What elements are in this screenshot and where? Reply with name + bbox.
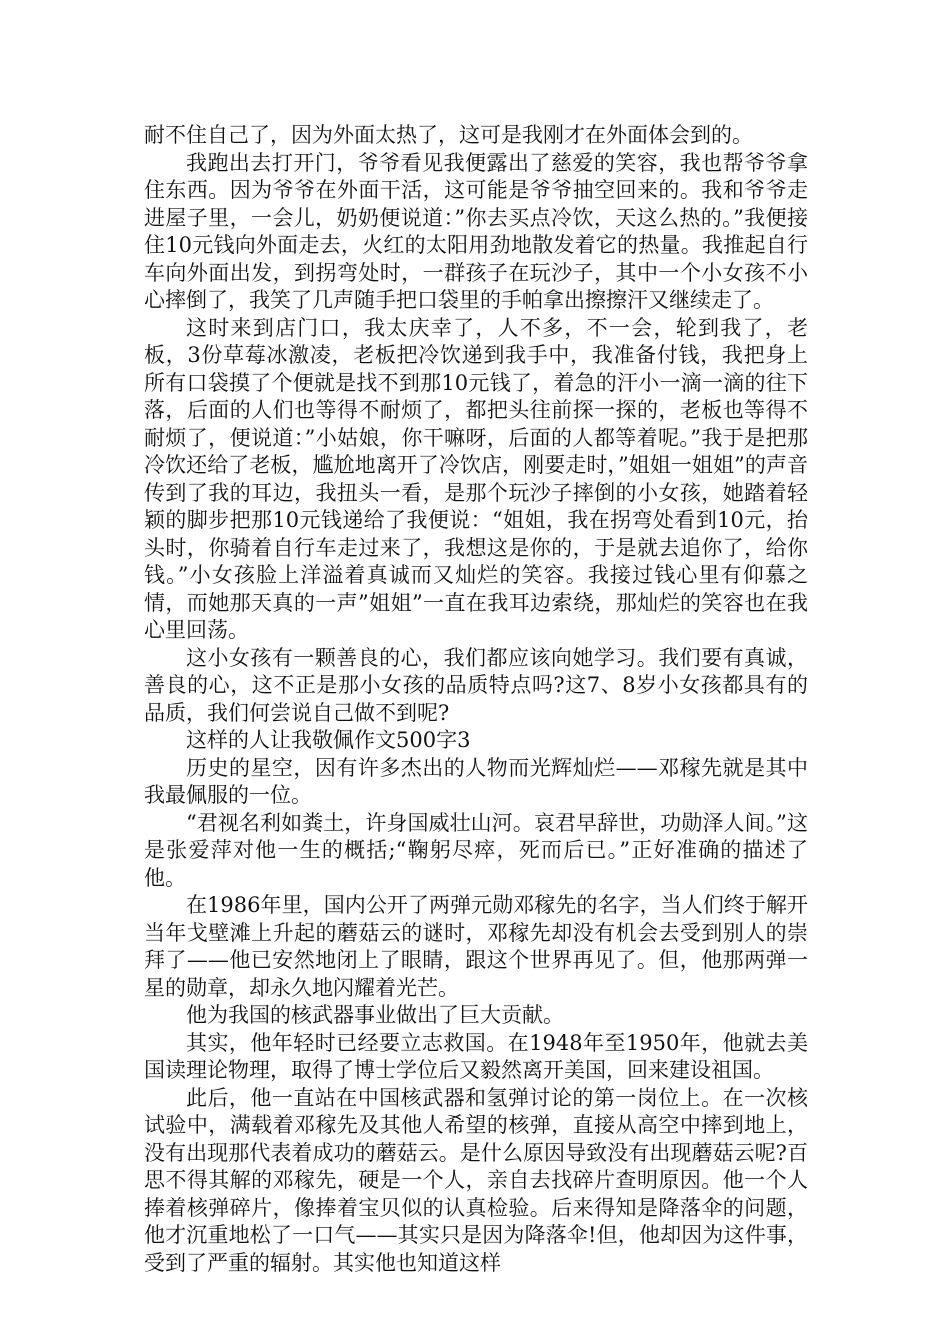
- paragraph: 在1986年里，国内公开了两弹元勋邓稼先的名字，当人们终于解开当年戈壁滩上升起的蘑菇云的谜时，邓稼先却没有机会去受到别人的崇拜了——他已安然地闭上了眼睛，跟这个世界再见了。但，他那两弹一星的勋章，却永久地闪耀着光芒。: [144, 893, 808, 1000]
- paragraph: 历史的星空，因有许多杰出的人物而光辉灿烂——邓稼先就是其中我最佩服的一位。: [144, 755, 808, 807]
- paragraph: 这时来到店门口，我太庆幸了，人不多，不一会，轮到我了，老板，3份草莓冰激凌，老板把冷饮递到我手中，我准备付钱，我把身上所有口袋摸了个便就是找不到那10元钱了，着急的汗小一滴一滴的往下落，后面的人们也等得不耐烦了，都把头往前探一探的，老板也等得不耐烦了，便说道：”小姑娘，你干嘛呀，后面的人都等着呢。”我于是把那冷饮还给了老板，尴尬地离开了冷饮店，刚要走时，”姐姐一姐姐”的声音传到了我的耳边，我扭头一看，是那个玩沙子摔倒的小女孩，她踏着轻颖的脚步把那10元钱递给了我便说：“姐姐，我在拐弯处看到10元，抬头时，你骑着自行车走过来了，我想这是你的，于是就去追你了，给你钱。”小女孩脸上洋溢着真诚而又灿烂的笑容。我接过钱心里有仰慕之情，而她那天真的一声”姐姐”一直在我耳边索绕，那灿烂的笑容也在我心里回荡。: [144, 315, 808, 642]
- paragraph: 此后，他一直站在中国核武器和氢弹讨论的第一岗位上。在一次核试验中，满载着邓稼先及其他人希望的核弹，直接从高空中摔到地上，没有出现那代表着成功的蘑菇云。是什么原因导致没有出现蘑菇云呢?百思不得其解的邓稼先，硬是一个人，亲自去找碎片查明原因。他一个人捧着核弹碎片，像捧着宝贝似的认真检验。后来得知是降落伞的问题，他才沉重地松了一口气——其实只是因为降落伞!但，他却因为这件事，受到了严重的辐射。其实他也知道这样: [144, 1085, 808, 1275]
- paragraph: 这小女孩有一颗善良的心，我们都应该向她学习。我们要有真诚，善良的心，这不正是那小女孩的品质特点吗?这7、8岁小女孩都具有的品质，我们何尝说自己做不到呢?: [144, 645, 808, 725]
- paragraph: “君视名利如粪土，许身国威壮山河。哀君早辞世，功勋泽人间。”这是张爱萍对他一生的概括;“鞠躬尽瘁，死而后已。”正好准确的描述了他。: [144, 810, 808, 890]
- paragraph: 其实，他年轻时已经要立志救国。在1948年至1950年，他就去美国读理论物理，取得了博士学位后又毅然离开美国，回来建设祖国。: [144, 1030, 808, 1082]
- section-heading: 这样的人让我敬佩作文500字3: [186, 728, 471, 752]
- document-body: [144, 122, 808, 1277]
- paragraph: 他为我国的核武器事业做出了巨大贡献。: [186, 1003, 564, 1027]
- paragraph-continuation: 耐不住自己了，因为外面太热了，这可是我刚才在外面体会到的。: [144, 123, 753, 147]
- paragraph: 我跑出去打开门，爷爷看见我便露出了慈爱的笑容，我也帮爷爷拿住东西。因为爷爷在外面干活，这可能是爷爷抽空回来的。我和爷爷走进屋子里，一会儿，奶奶便说道：”你去买点冷饮，天这么热的。”我便接住10元钱向外面走去，火红的太阳用劲地散发着它的热量。我推起自行车向外面出发，到拐弯处时，一群孩子在玩沙子，其中一个小女孩不小心摔倒了，我笑了几声随手把口袋里的手帕拿出擦擦汗又继续走了。: [144, 150, 808, 312]
